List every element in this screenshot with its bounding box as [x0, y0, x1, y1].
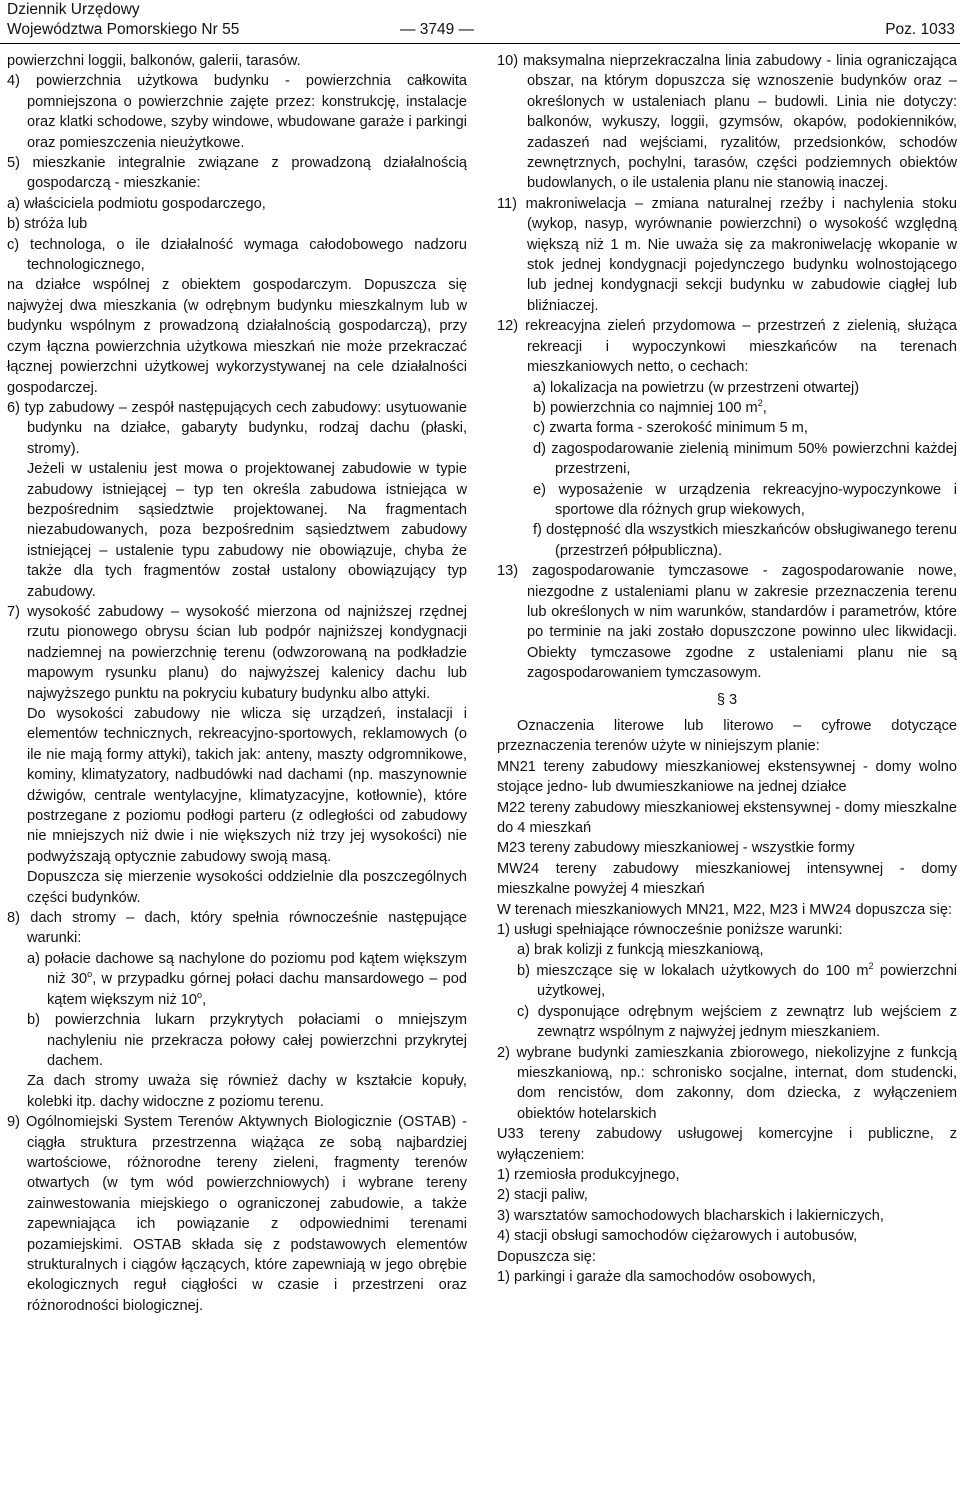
paragraph: powierzchni loggii, balkonów, galerii, tarasów. [7, 53, 301, 69]
list-item [497, 961, 957, 1002]
list-item: c) zwarta forma - szerokość minimum 5 m, [533, 420, 808, 437]
list-item: 4) stacji obsługi samochodów ciężarowych i autobusów, [497, 1228, 858, 1245]
definition-13: 13) zagospodarowanie tymczasowe - zagospodarowanie nowe, niezgodne z ustaleniami planu w zakresie przeznaczenia terenu lub określonych w nim warunków, standardów i parametrów, które po terminie na jaki zostało dopuszczone powinno ulec likwidacji. Obiekty tymczasowe zgodne z ustaleniami planu nie są zagospodarowaniem tymczasowym. [497, 563, 957, 682]
position-number: Poz. 1033 [885, 21, 955, 38]
section-heading: § 3 [716, 691, 738, 708]
degree-sign: o [87, 969, 93, 980]
definition-7: 7) wysokość zabudowy – wysokość mierzona od najniższej rzędnej rzutu pionowego obrysu ścian lub podpór najniższej kondygnacji nadziemnej na powierzchnię terenu (odwzorowaną na podkładzie mapowym rysunku planu) do najwyższej kalenicy dachu lub najwyższego punktu na pokryciu kubatury budynku albo attyki. [7, 603, 467, 702]
definition-9: 9) Ogólnomiejski System Terenów Aktywnych Biologicznie (OSTAB) - ciągła struktura przestrzenna wiążąca ze sobą najbardziej wartościowe, różnorodne tereny zieleni, fragmenty terenów otwartych (w tym wód powierzchniowych) i wybrane tereny zainwestowania miejskiego o ograniczonej zabudowie, a także zapewniająca ich powiązanie z odpowiednimi terenami pozamiejskimi. OSTAB składa się z podstawowych elementów strukturalnych i ciągów łączących, które zapewniają w jego obrębie ekologicznych reguł ciągłości w czasie i przestrzeni oraz różnorodności biologicznej. [7, 1114, 467, 1314]
list-item: 1) parkingi i garaże dla samochodów osobowych, [497, 1268, 816, 1285]
text-span: , [762, 399, 767, 416]
header-journal [7, 0, 239, 40]
page-header [0, 0, 960, 44]
definition-12: 12) rekreacyjna zieleń przydomowa – przestrzeń z zielenią, służąca rekreacji i wypoczynkowi mieszkańców na terenach mieszkaniowych netto, o cechach: [497, 318, 957, 376]
paragraph: Do wysokości zabudowy nie wlicza się urządzeń, instalacji i elementów technicznych, rekreacyjno-sportowych, reklamowych (o ile nie mają formy attyki), takich jak: anteny, maszty odgromnikowe, kominy, klimatyzatory, nadbudówki nad dachami (np. maszynownie dźwigów, centrale wentylacyjne, klimatyzacyjne, kotłownie), które postrzegane z poziomu podłogi parteru (z odległości od zabudowy nie mniejszych niż dwie i nie większych niż trzy jej wysokości) nie podwyższają optycznie zabudowy swoją masą. [27, 706, 467, 865]
list-item: f) dostępność dla wszystkich mieszkańców obsługiwanego terenu (przestrzeń półpubliczna). [533, 522, 957, 559]
paragraph: Jeżeli w ustaleniu jest mowa o projektowanej zabudowie w typie zabudowy istniejącej – typ ten określa zabudowa istniejąca w bezpośrednim sąsiedztwie projektowanej. Na fragmentach niezabudowanych, poza bezpośrednim sąsiedztwem zabudowy istniejącej – ustalenie typu zabudowy nie obowiązuje, chyba że także dla tych fragmentów został ustalony obowiązujący typ zabudowy. [27, 461, 467, 600]
paragraph: Dopuszcza się mierzenie wysokości oddzielnie dla poszczególnych części budynków. [27, 869, 467, 906]
definition-11: 11) makroniwelacja – zmiana naturalnej rzeźby i nachylenia stoku (wykop, nasyp, wyrównanie powierzchni) o wysokość względną większą niż 1 m. Nie uważa się za makroniwelację wkopanie w stok jednej kondygnacji pojedynczego budynku wolnostojącego lub jednej kondygnacji sekcji budynku w zabudowie ciągłej lub bliźniaczej. [497, 195, 957, 314]
list-item: a) lokalizacja na powietrzu (w przestrzeni otwartej) [533, 379, 860, 396]
right-column [497, 51, 957, 1287]
list-item: 2) wybrane budynki zamieszkania zbiorowego, niekolizyjne z funkcją mieszkaniową, np.: schronisko socjalne, internat, dom studencki, dom rencistów, dom zakonny, dom dziecka, z wyłączeniem obiektów hotelarskich [497, 1044, 957, 1122]
journal-title: Dziennik Urzędowy [7, 1, 140, 18]
superscript: 2 [757, 398, 763, 409]
list-item: c) dysponujące odrębnym wejściem z zewnątrz lub wejściem z zewnątrz wspólnym z najwyżej jednym mieszkaniem. [517, 1003, 957, 1041]
list-item [7, 949, 467, 1010]
text-span: b) powierzchnia co najmniej 100 m [533, 399, 758, 416]
zone-definition: U33 tereny zabudowy usługowej komercyjne i publiczne, z wyłączeniem: [497, 1126, 957, 1163]
header-divider [0, 43, 960, 44]
superscript: 2 [868, 961, 874, 972]
text-span: b) mieszczące się w lokalach użytkowych do 100 m [517, 962, 869, 979]
zone-definition: M22 tereny zabudowy mieszkaniowej ekstensywnej - domy mieszkalne do 4 mieszkań [497, 799, 957, 837]
list-item: c) technologa, o ile działalność wymaga całodobowego nadzoru technologicznego, [7, 236, 467, 274]
paragraph: na działce wspólnej z obiektem gospodarczym. Dopuszcza się najwyżej dwa mieszkania (w odrębnym budynku mieszkalnym lub w budynku wspólnym z prowadzoną działalnością gospodarczą), przy czym łączna powierzchnia użytkowa mieszkań nie może przekraczać łącznej powierzchni użytkowej wykorzystywanej na cele działalności gospodarczej. [7, 277, 467, 396]
list-item: d) zagospodarowanie zielenią minimum 50% powierzchni każdej przestrzeni, [533, 440, 957, 478]
definition-6: 6) typ zabudowy – zespół następujących cech zabudowy: usytuowanie budynku na działce, gabaryty budynku, rodzaj dachu (płaski, stromy). [7, 399, 467, 457]
paragraph: W terenach mieszkaniowych MN21, M22, M23 i MW24 dopuszcza się: [497, 901, 953, 918]
text-span: , [202, 991, 207, 1008]
definition-5: 5) mieszkanie integralnie związane z prowadzoną działalnością gospodarczą - mieszkanie: [7, 155, 467, 192]
definition-8: 8) dach stromy – dach, który spełnia równocześnie następujące warunki: [7, 910, 467, 947]
list-item [497, 398, 957, 418]
list-item: b) stróża lub [7, 216, 88, 233]
voivodeship-issue: Województwa Pomorskiego Nr 55 [7, 21, 240, 38]
list-item: e) wyposażenie w urządzenia rekreacyjno-wypoczynkowe i sportowe dla różnych grup wiekowych, [533, 481, 957, 518]
text-span: , w przypadku górnej połaci dachu mansardowego – pod kątem większym niż 10 [47, 971, 467, 1008]
list-item: a) brak kolizji z funkcją mieszkaniową, [517, 942, 764, 959]
list-item: 1) usługi spełniające równocześnie poniższe warunki: [497, 922, 843, 939]
degree-sign: o [197, 989, 203, 1000]
paragraph: Oznaczenia literowe lub literowo – cyfrowe dotyczące przeznaczenia terenów użyte w niniejszym planie: [497, 718, 957, 755]
zone-definition: M23 tereny zabudowy mieszkaniowej - wszystkie formy [497, 840, 855, 857]
list-item: 1) rzemiosła produkcyjnego, [497, 1166, 680, 1183]
zone-definition: MW24 tereny zabudowy mieszkaniowej intensywnej - domy mieszkalne powyżej 4 mieszkań [497, 860, 957, 898]
list-item: a) właściciela podmiotu gospodarczego, [7, 195, 266, 212]
list-item: b) powierzchnia lukarn przykrytych połaciami o mniejszym nachyleniu nie przekracza połowy całej powierzchni przykrytej dachem. [27, 1012, 467, 1069]
text-span: powierzchni użytkowej, [537, 962, 957, 1000]
page-number: — 3749 — [400, 21, 475, 38]
paragraph: Za dach stromy uważa się również dachy w kształcie kopuły, kolebki itp. dachy widoczne z poziomu terenu. [27, 1073, 467, 1110]
zone-definition: MN21 tereny zabudowy mieszkaniowej ekstensywnej - domy wolno stojące jedno- lub dwumieszkaniowe na jednej działce [497, 758, 957, 796]
list-item: 2) stacji paliw, [497, 1187, 588, 1204]
list-item: 3) warsztatów samochodowych blacharskich i lakierniczych, [497, 1207, 884, 1224]
text-span: a) połacie dachowe są nachylone do poziomu pod kątem większym niż 30 [27, 950, 467, 988]
definition-10: 10) maksymalna nieprzekraczalna linia zabudowy - linia ograniczająca obszar, na którym dopuszcza się wznoszenie budynków oraz – określonych w ustaleniach planu – budowli. Linia nie dotyczy: balkonów, wykuszy, loggii, gzymsów, okapów, podokienników, zadaszeń nad wejściami, ryzalitów, przedsionków, schodów zewnętrznych, pochylni, tarasów, części podziemnych obiektów budowlanych, o ile ustalenia planu nie stanowią inaczej. [497, 53, 957, 192]
left-column [7, 51, 467, 1316]
paragraph: Dopuszcza się: [497, 1248, 596, 1265]
definition-4: 4) powierzchnia użytkowa budynku - powierzchnia całkowita pomniejszona o powierzchnie zajęte przez: konstrukcję, instalacje oraz klatki schodowe, szyby windowe, wbudowane garaże i parkingi oraz pomieszczenia nieużytkowe. [7, 73, 467, 151]
